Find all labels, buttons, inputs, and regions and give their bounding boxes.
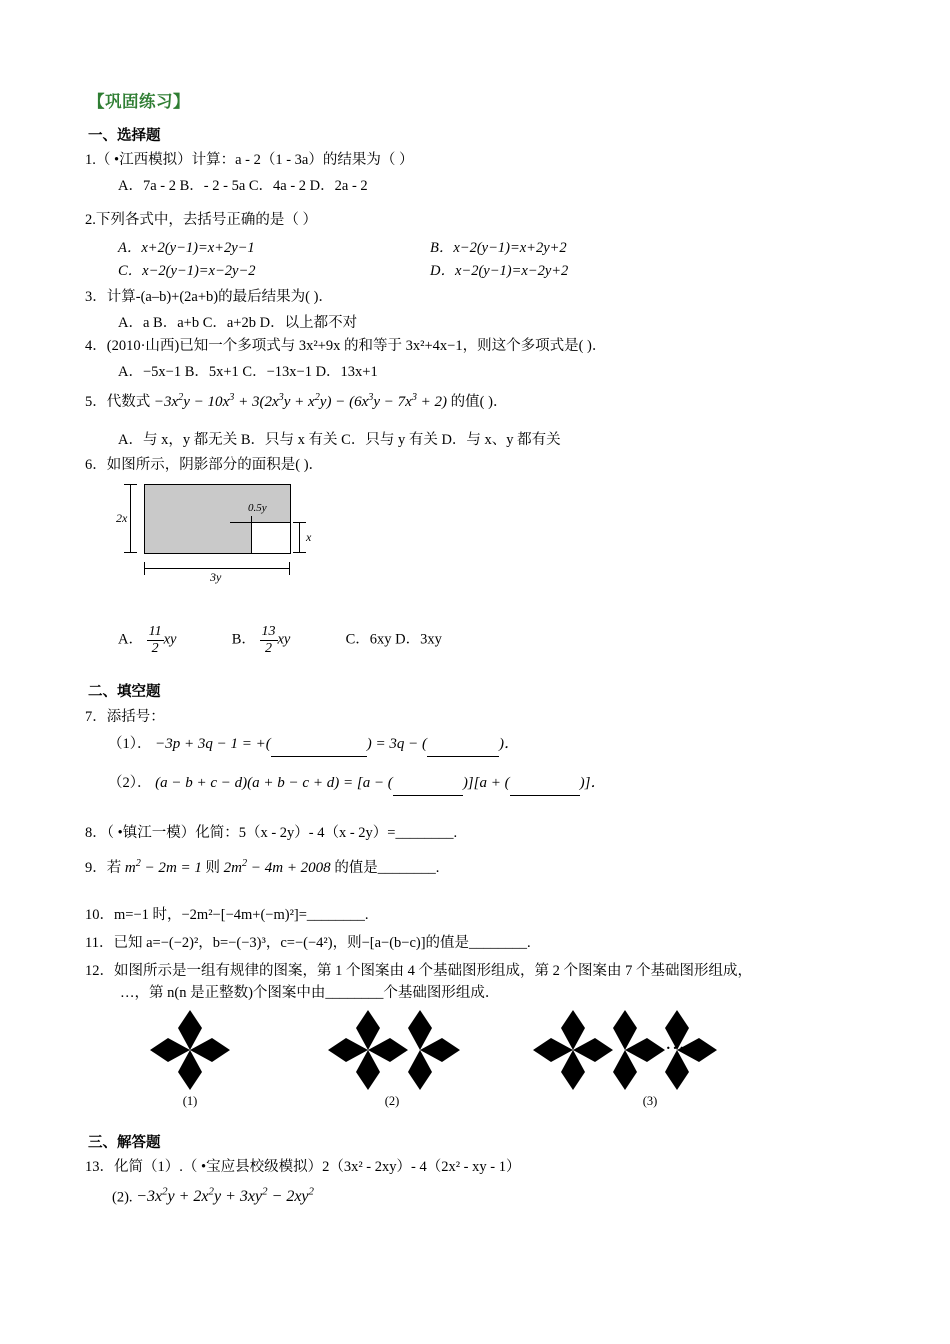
section-heading-answer: 三、解答题 [88, 1135, 161, 1151]
question-7-line-2-expr: (a − b + c − d)(a + b − c + d) = [a − ( )][a + ( )]． [155, 775, 605, 791]
question-7-line-1 [108, 733, 928, 757]
pattern-2-icon [310, 1008, 470, 1093]
question-2-stem: 2.下列各式中，去括号正确的是（ ） [85, 212, 317, 228]
question-7-stem: 7．添括号： [85, 709, 165, 725]
question-5-stem-suffix: 的值( )． [450, 394, 508, 410]
question-12-figures [125, 1000, 825, 1110]
question-9-tail: 的值是________. [334, 860, 440, 876]
question-6-option-b-tail: xy [277, 631, 291, 648]
pattern-1-icon [135, 1008, 245, 1093]
question-6-options-cd: C．6xy D．3xy [345, 631, 442, 648]
question-2-option-d: D．x−2(y−1)=x−2y+2 [430, 263, 569, 279]
question-2-option-c: C．x−2(y−1)=x−2y−2 [118, 263, 256, 279]
label-0-5y: 0.5y [248, 502, 267, 514]
bottom-dimension-tick-right [289, 562, 290, 575]
left-dimension-line [130, 484, 131, 553]
right-dimension-tick-bottom [293, 552, 306, 553]
question-2-option-a: A．x+2(y−1)=x+2y−1 [118, 240, 255, 256]
question-11-stem: 11．已知 a=−(−2)²，b=−(−3)³，c=−(−4²)，则−[a−(b−c)]的值是________. [85, 935, 531, 951]
pattern-3-caption: (3) [642, 1094, 658, 1108]
question-3-options: A．a B．a+b C．a+2b D．以上都不对 [118, 315, 358, 331]
section-heading-fill: 二、填空题 [88, 684, 161, 700]
question-9-expression-a: $m^2 - 2m = 1$ [124, 858, 202, 876]
label-x: x [306, 530, 312, 544]
question-2-option-b: B．x−2(y−1)=x+2y+2 [430, 240, 567, 256]
question-13-line-2-expr: $-3x^2y + 2x^2y + 3xy^2 - 2xy^2$ [136, 1186, 314, 1206]
question-6-option-a-prefix: A． [118, 631, 143, 648]
right-dimension-tick-top [293, 522, 306, 523]
left-dimension-tick-bottom [124, 552, 137, 553]
right-dimension-line [299, 522, 300, 553]
question-6-figure [116, 478, 335, 584]
pattern-2-caption: (2) [384, 1094, 400, 1108]
question-1-options: A．7a - 2 B．- 2 - 5a C．4a - 2 D．2a - 2 [118, 178, 368, 194]
question-9-prefix: 9．若 [85, 860, 122, 876]
fraction-11-2: $\frac{11}{2}$ [148, 624, 162, 656]
question-9-expression-b: $2m^2 - 4m + 2008$ [223, 858, 331, 876]
pattern-3-icon [515, 1008, 730, 1093]
question-6-options [118, 625, 918, 657]
question-6-stem: 6．如图所示，阴影部分的面积是( )． [85, 457, 324, 473]
question-12-stem-line-2: …，第 n(n 是正整数)个图案中由________个基础图形组成． [120, 985, 500, 1001]
question-9-mid: 则 [205, 860, 221, 876]
pattern-3 [515, 1008, 730, 1108]
bottom-dimension-line [144, 568, 290, 569]
question-8-stem: 8．（ •镇江一模）化简：5（x - 2y）- 4（x - 2y）=________. [85, 825, 458, 841]
notch-tick [251, 516, 252, 528]
label-3y: 3y [210, 570, 222, 584]
notch-cutout [251, 522, 290, 553]
question-7-line-2-label: （2）． [108, 775, 152, 791]
question-6-option-a-tail: xy [163, 631, 177, 648]
question-5-stem-prefix: 5．代数式 [85, 394, 151, 410]
fraction-13-2: $\frac{13}{2}$ [261, 624, 276, 656]
question-7-line-1-expr: −3p + 3q − 1 = +( ) = 3q − ( )． [155, 736, 519, 752]
question-4-options: A．−5x−1 B．5x+1 C．−13x−1 D．13x+1 [118, 364, 378, 380]
left-dimension-tick-top [124, 484, 137, 485]
question-12-stem-line-1: 12．如图所示是一组有规律的图案，第 1 个图案由 4 个基础图形组成，第 2 个图案由 7 个基础图形组成， [85, 963, 752, 979]
question-7-line-1-label: （1）． [108, 736, 152, 752]
question-5-expression: $-3x^2y - 10x^3 + 3(2x^3y + x^2y) - (6x^3y - 7x^3 + 2)$ [153, 392, 448, 410]
question-1-stem: 1.（ •江西模拟）计算：a - 2（1 - 3a）的结果为（ ） [85, 152, 414, 168]
pattern-2 [310, 1008, 470, 1108]
question-13-line-2-label: (2). [112, 1189, 133, 1206]
label-2x: 2x [116, 511, 128, 525]
question-6-option-b-prefix: B． [231, 631, 256, 648]
notch-arrow-line [230, 522, 252, 523]
question-5-options: A．与 x，y 都无关 B．只与 x 有关 C．只与 y 有关 D．与 x、y 都有关 [118, 432, 561, 448]
pattern-ellipsis: … [665, 1032, 687, 1054]
question-7-line-2 [108, 772, 928, 796]
page-title: 【巩固练习】 [88, 93, 190, 111]
question-13-line-2 [112, 1184, 950, 1209]
question-13-stem: 13．化简（1）.（ •宝应县校级模拟）2（3x² - 2xy）- 4（2x² - xy - 1） [85, 1159, 521, 1175]
pattern-1 [135, 1008, 245, 1108]
section-heading-choice: 一、选择题 [88, 128, 161, 144]
bottom-dimension-tick-left [144, 562, 145, 575]
question-4-stem: 4．(2010·山西)已知一个多项式与 3x²+9x 的和等于 3x²+4x−1，则这个多项式是( )． [85, 338, 607, 354]
question-3-stem: 3．计算-(a–b)+(2a+b)的最后结果为( )． [85, 289, 333, 305]
question-5-stem [85, 390, 915, 414]
pattern-1-caption: (1) [182, 1094, 198, 1108]
question-10-stem: 10．m=−1 时，−2m²−[−4m+(−m)²]=________. [85, 907, 369, 923]
question-9-stem [85, 856, 905, 880]
